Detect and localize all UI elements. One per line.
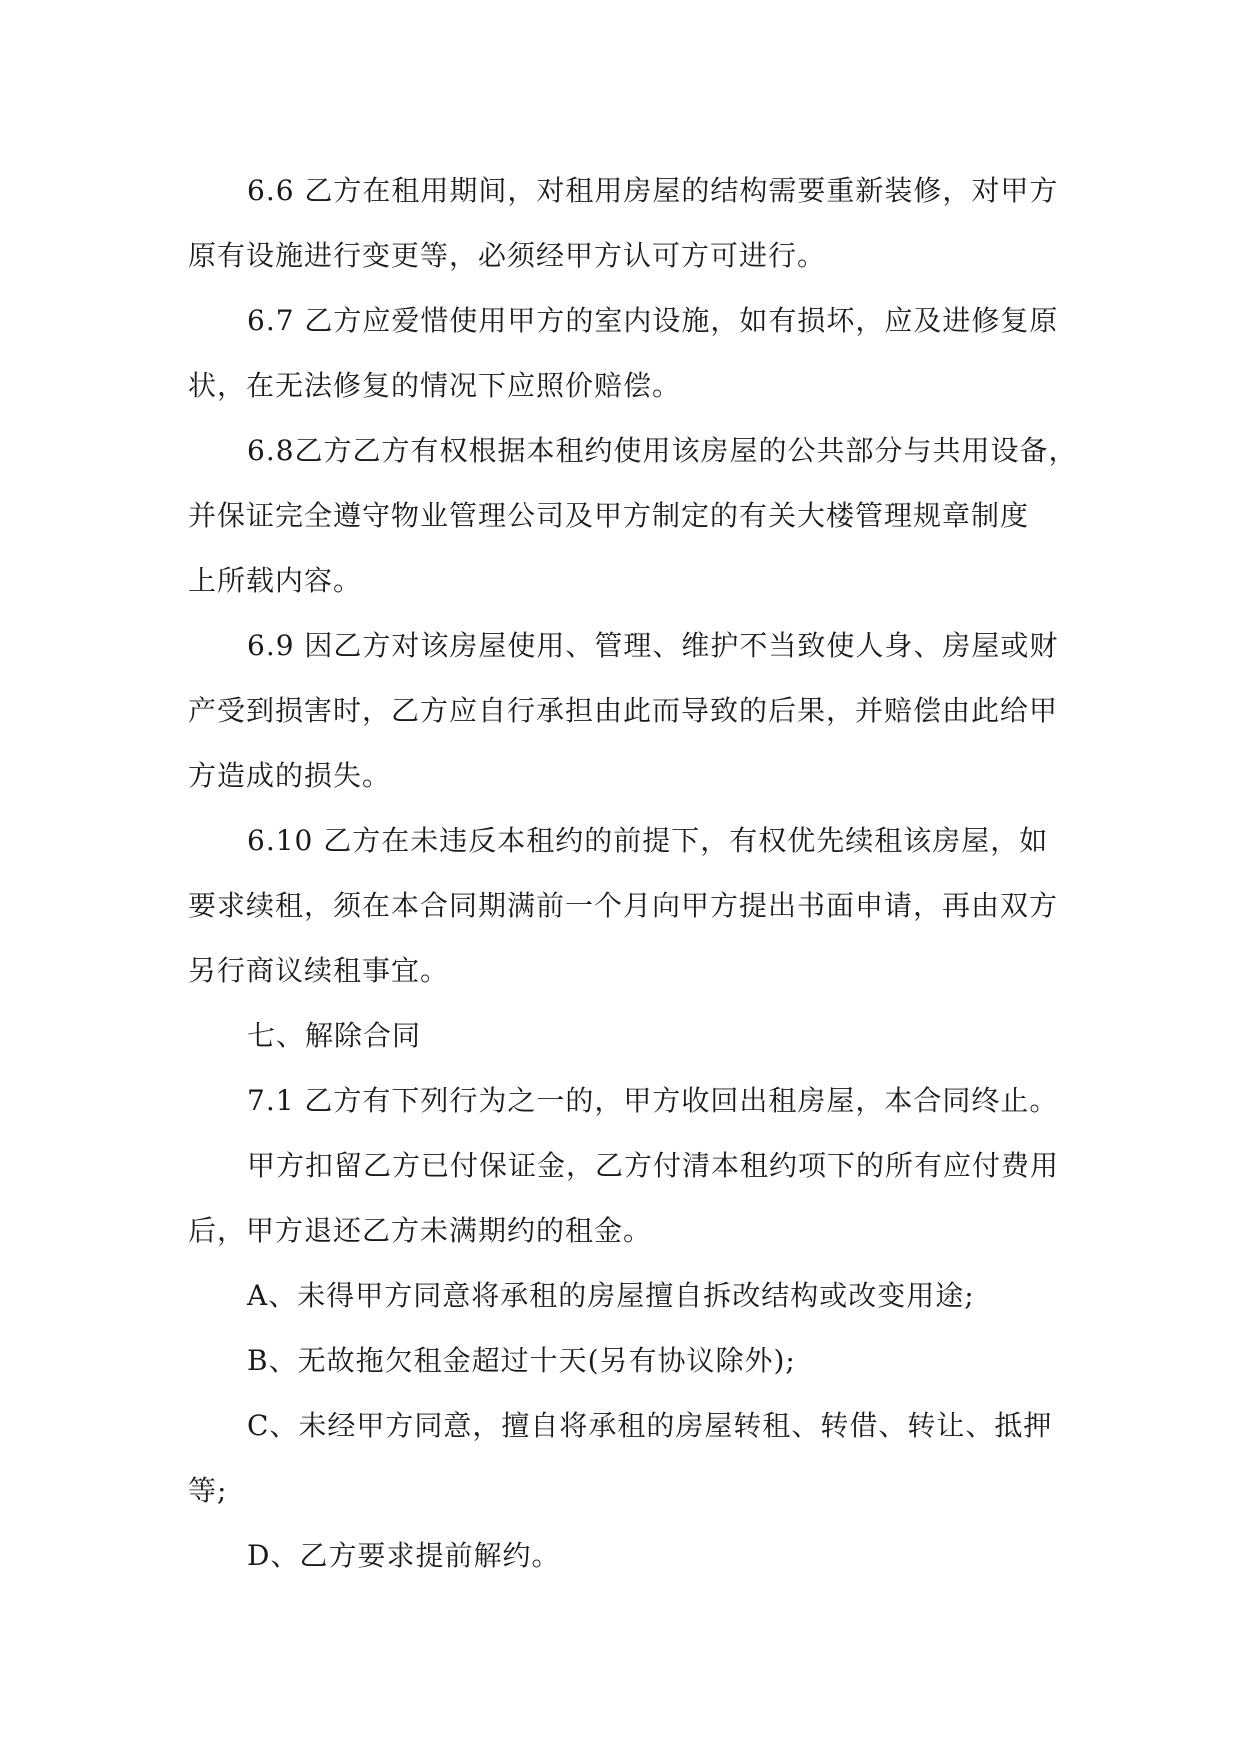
list-item: C、未经甲方同意，擅自将承租的房屋转租、转借、转让、抵押 [247, 1409, 1053, 1442]
list-item: A、未得甲方同意将承租的房屋擅自拆改结构或改变用途; [247, 1279, 975, 1312]
list-item: D、乙方要求提前解约。 [247, 1539, 561, 1572]
text-line: 7.1 乙方有下列行为之一的，甲方收回出租房屋，本合同终止。 [247, 1084, 1059, 1117]
text-line: 上所载内容。 [188, 564, 363, 597]
section-heading: 七、解除合同 [247, 1019, 422, 1052]
text-line: 6.6 乙方在租用期间，对租用房屋的结构需要重新装修，对甲方 [247, 174, 1059, 207]
text-line: 甲方扣留乙方已付保证金，乙方付清本租约项下的所有应付费用 [247, 1149, 1060, 1182]
text-line: 要求续租，须在本合同期满前一个月向甲方提出书面申请，再由双方 [188, 889, 1059, 922]
text-line: 另行商议续租事宜。 [188, 954, 450, 987]
contract-body [188, 158, 1078, 1588]
list-item: B、无故拖欠租金超过十天(另有协议除外); [247, 1344, 796, 1377]
text-line: 等; [188, 1474, 228, 1507]
text-line: 方造成的损失。 [188, 759, 392, 792]
text-line: 6.9 因乙方对该房屋使用、管理、维护不当致使人身、房屋或财 [247, 629, 1059, 662]
text-line: 6.7 乙方应爱惜使用甲方的室内设施，如有损坏，应及进修复原 [247, 304, 1059, 337]
text-line: 并保证完全遵守物业管理公司及甲方制定的有关大楼管理规章制度 [188, 499, 1030, 532]
text-line: 6.8乙方乙方有权根据本租约使用该房屋的公共部分与共用设备， [247, 434, 1078, 467]
text-line: 产受到损害时，乙方应自行承担由此而导致的后果，并赔偿由此给甲 [188, 694, 1059, 727]
text-line: 6.10 乙方在未违反本租约的前提下，有权优先续租该房屋，如 [247, 824, 1049, 857]
text-line: 原有设施进行变更等，必须经甲方认可方可进行。 [188, 239, 827, 272]
text-line: 状，在无法修复的情况下应照价赔偿。 [188, 369, 682, 402]
text-line: 后，甲方退还乙方未满期约的租金。 [188, 1214, 653, 1247]
